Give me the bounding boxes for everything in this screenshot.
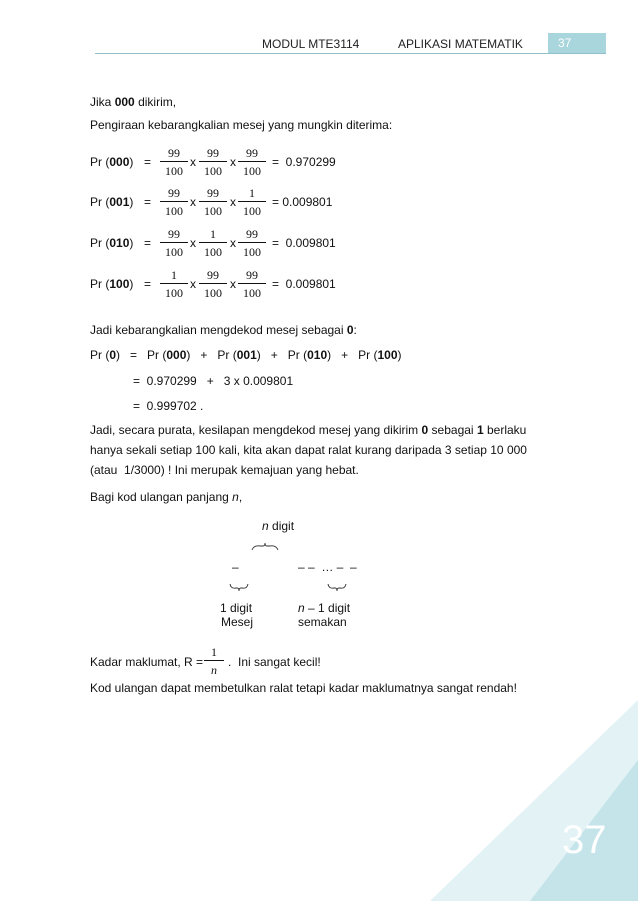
row-label bbox=[90, 195, 133, 209]
fraction-denominator: 100 bbox=[165, 204, 183, 218]
footer-page-number: 37 bbox=[562, 818, 607, 862]
pr0-k: ) bbox=[397, 348, 402, 362]
fraction-denominator: 100 bbox=[243, 245, 261, 259]
pr0-equation bbox=[90, 348, 402, 362]
diagram-top-digit: digit bbox=[272, 519, 295, 533]
pr0-b: 0 bbox=[109, 348, 117, 362]
row-fraction bbox=[160, 227, 188, 259]
fraction-bar bbox=[238, 283, 266, 284]
fraction-bar bbox=[199, 242, 227, 243]
repetition-heading bbox=[90, 490, 242, 504]
fraction-numerator: 1 bbox=[210, 227, 216, 241]
pr0-f: 001 bbox=[236, 348, 257, 362]
row-fraction bbox=[238, 186, 266, 218]
fraction-bar bbox=[199, 201, 227, 202]
row-label-prefix: Pr ( bbox=[90, 277, 110, 291]
paragraph-line-3: (atau 1/3000) ! Ini merupak kemajuan yang hebat. bbox=[90, 463, 359, 477]
fraction-bar bbox=[160, 201, 188, 202]
para1-d: 1 bbox=[476, 423, 484, 437]
pr0-i: ) + Pr ( bbox=[327, 348, 378, 362]
fraction-bar bbox=[238, 242, 266, 243]
row-label-bold: 010 bbox=[109, 236, 130, 250]
overbrace-icon bbox=[250, 542, 280, 552]
pr0-a: Pr ( bbox=[90, 348, 110, 362]
row-label-prefix: Pr ( bbox=[90, 236, 110, 250]
decode-heading bbox=[90, 323, 357, 337]
fraction-bar bbox=[160, 161, 188, 162]
row-fraction bbox=[199, 146, 227, 178]
fraction-denominator: 100 bbox=[165, 245, 183, 259]
underbrace-right-icon bbox=[326, 583, 348, 592]
fraction-numerator: 99 bbox=[207, 146, 219, 160]
pr0-g: ) + Pr ( bbox=[256, 348, 308, 362]
header-subject: APLIKASI MATEMATIK bbox=[398, 37, 523, 51]
fraction-numerator: 99 bbox=[168, 227, 180, 241]
rate-denominator: n bbox=[211, 663, 217, 677]
fraction-bar bbox=[160, 242, 188, 243]
fraction-bar bbox=[199, 161, 227, 162]
row-fraction bbox=[199, 227, 227, 259]
fraction-numerator: 99 bbox=[168, 186, 180, 200]
diagram-right-n: n bbox=[298, 601, 305, 615]
fraction-denominator: 100 bbox=[165, 164, 183, 178]
final-line: Kod ulangan dapat membetulkan ralat tetapi kadar maklumatnya sangat rendah! bbox=[90, 681, 517, 695]
intro-bold: 000 bbox=[114, 95, 135, 109]
row-equals: = bbox=[144, 195, 152, 209]
row-label bbox=[90, 236, 133, 250]
row-fraction bbox=[238, 227, 266, 259]
row-fraction bbox=[199, 186, 227, 218]
times-sign: x bbox=[230, 277, 236, 291]
times-sign: x bbox=[230, 236, 236, 250]
fraction-denominator: 100 bbox=[204, 204, 222, 218]
pr0-j: 100 bbox=[377, 348, 398, 362]
diagram-right-label-2: semakan bbox=[298, 615, 347, 629]
fraction-denominator: 100 bbox=[204, 286, 222, 300]
diagram-left-dash: – bbox=[232, 560, 239, 574]
para1-c: sebagai bbox=[431, 423, 474, 437]
header-module: MODUL MTE3114 bbox=[262, 37, 360, 51]
bagi-suffix: , bbox=[238, 490, 243, 504]
rate-fraction bbox=[204, 645, 224, 677]
pr0-e: ) + Pr ( bbox=[186, 348, 237, 362]
diagram-right-rest: – 1 digit bbox=[308, 601, 351, 615]
decode-bold: 0 bbox=[346, 323, 354, 337]
sum-line: = 0.970299 + 3 x 0.009801 bbox=[133, 374, 294, 388]
page-number-box bbox=[548, 33, 606, 53]
fraction-numerator: 1 bbox=[171, 268, 177, 282]
intro-line bbox=[90, 95, 176, 109]
diagram-left-label-2: Mesej bbox=[221, 615, 254, 629]
row-result: = 0.009801 bbox=[272, 277, 336, 291]
times-sign: x bbox=[230, 195, 236, 209]
row-fraction bbox=[238, 268, 266, 300]
fraction-denominator: 100 bbox=[165, 286, 183, 300]
row-label-bold: 100 bbox=[109, 277, 130, 291]
fraction-denominator: 100 bbox=[204, 164, 222, 178]
fraction-denominator: 100 bbox=[243, 164, 261, 178]
row-result: = 0.009801 bbox=[272, 236, 336, 250]
row-label-prefix: Pr ( bbox=[90, 195, 110, 209]
fraction-denominator: 100 bbox=[243, 204, 261, 218]
total-line: = 0.999702 . bbox=[133, 399, 204, 413]
intro-prefix: Jika bbox=[90, 95, 112, 109]
para1-e: berlaku bbox=[486, 423, 527, 437]
pr0-d: 000 bbox=[166, 348, 187, 362]
page-number: 37 bbox=[558, 36, 572, 50]
underbrace-left-icon bbox=[228, 583, 250, 592]
times-sign: x bbox=[190, 277, 196, 291]
diagram-top-n: n bbox=[262, 519, 269, 533]
row-label bbox=[90, 155, 133, 169]
rate-prefix: Kadar maklumat, R = bbox=[90, 655, 204, 669]
fraction-bar bbox=[199, 283, 227, 284]
decode-prefix: Jadi kebarangkalian mengdekod mesej sebagai bbox=[90, 323, 344, 337]
header-rule bbox=[95, 53, 606, 54]
row-label-bold: 001 bbox=[109, 195, 130, 209]
fraction-denominator: 100 bbox=[243, 286, 261, 300]
row-fraction bbox=[160, 268, 188, 300]
intro-suffix: dikirim, bbox=[138, 95, 177, 109]
row-label bbox=[90, 277, 133, 291]
paragraph-line-1 bbox=[90, 423, 526, 437]
row-result: = 0.970299 bbox=[272, 155, 336, 169]
diagram-top-label bbox=[262, 519, 294, 533]
fraction-numerator: 99 bbox=[207, 186, 219, 200]
diagram-right-label-1 bbox=[298, 601, 350, 615]
fraction-numerator: 1 bbox=[249, 186, 255, 200]
row-label-suffix: ) bbox=[129, 155, 134, 169]
row-label-suffix: ) bbox=[129, 195, 134, 209]
fraction-numerator: 99 bbox=[246, 146, 258, 160]
row-equals: = bbox=[144, 277, 152, 291]
bagi-n: n bbox=[232, 490, 239, 504]
fraction-bar bbox=[160, 283, 188, 284]
row-fraction bbox=[238, 146, 266, 178]
fraction-denominator: 100 bbox=[204, 245, 222, 259]
paragraph-line-2: hanya sekali setiap 100 kali, kita akan dapat ralat kurang daripada 3 setiap 10 000 bbox=[90, 443, 527, 457]
row-result: = 0.009801 bbox=[272, 195, 333, 209]
diagram-left-label-1: 1 digit bbox=[220, 601, 253, 615]
times-sign: x bbox=[190, 236, 196, 250]
fraction-bar bbox=[238, 201, 266, 202]
row-label-bold: 000 bbox=[109, 155, 130, 169]
bagi-prefix: Bagi kod ulangan panjang bbox=[90, 490, 229, 504]
fraction-numerator: 99 bbox=[246, 227, 258, 241]
rate-suffix: . Ini sangat kecil! bbox=[228, 655, 321, 669]
para1-b: 0 bbox=[421, 423, 429, 437]
row-label-suffix: ) bbox=[129, 277, 134, 291]
row-label-suffix: ) bbox=[129, 236, 134, 250]
times-sign: x bbox=[190, 155, 196, 169]
decode-suffix: : bbox=[353, 323, 357, 337]
row-equals: = bbox=[144, 236, 152, 250]
pr0-c: ) = Pr ( bbox=[116, 348, 167, 362]
fraction-numerator: 99 bbox=[168, 146, 180, 160]
row-fraction bbox=[160, 186, 188, 218]
times-sign: x bbox=[190, 195, 196, 209]
fraction-bar bbox=[238, 161, 266, 162]
fraction-numerator: 99 bbox=[246, 268, 258, 282]
para1-a: Jadi, secara purata, kesilapan mengdekod mesej yang dikirim bbox=[90, 423, 419, 437]
row-fraction bbox=[199, 268, 227, 300]
row-equals: = bbox=[144, 155, 152, 169]
pr0-h: 010 bbox=[307, 348, 328, 362]
row-label-prefix: Pr ( bbox=[90, 155, 110, 169]
rate-fraction-bar bbox=[204, 660, 224, 661]
row-fraction bbox=[160, 146, 188, 178]
times-sign: x bbox=[230, 155, 236, 169]
calc-heading: Pengiraan kebarangkalian mesej yang mungkin diterima: bbox=[90, 118, 393, 132]
fraction-numerator: 99 bbox=[207, 268, 219, 282]
rate-numerator: 1 bbox=[211, 645, 217, 659]
diagram-right-dashes: – – … – – bbox=[298, 560, 357, 574]
